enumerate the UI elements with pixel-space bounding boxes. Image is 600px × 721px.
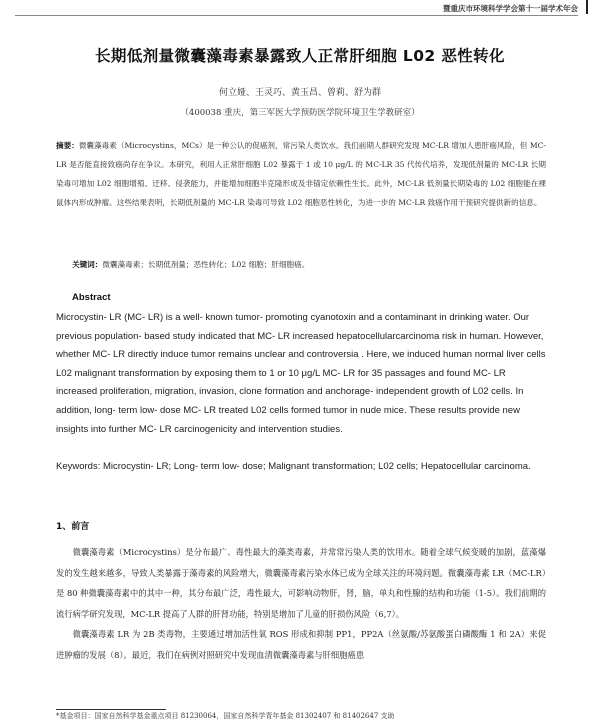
- header-rule: [15, 15, 578, 16]
- paper-title: 长期低剂量微囊藻毒素暴露致人正常肝细胞 L02 恶性转化: [95, 47, 505, 65]
- footnote-rule: [56, 709, 166, 710]
- chinese-keywords-label: 关键词：: [72, 260, 103, 269]
- introduction-paragraph: 微囊藻毒素 LR 为 2B 类毒物，主要通过增加活性氧 ROS 形成和抑制 PP1，PP2A（丝氨酸/苏氨酸蛋白磷酸酶 1 和 2A）来促进肿瘤的发展（8）。最近，我们在病例对照研究中发现血清微囊藻毒素与肝细胞癌患: [56, 629, 546, 660]
- chinese-abstract: [56, 136, 546, 212]
- chinese-abstract-label: 摘要：: [56, 141, 79, 150]
- page-edge-mark: [586, 0, 588, 14]
- chinese-abstract-text: 微囊藻毒素（Microcystins，MCs）是一种公认的促癌剂，常污染人类饮水。我们前期人群研究发现 MC-LR 增加人患肝癌风险，但 MC-LR 是否能直接致癌尚存在争议。本研究，利用人正常肝细胞 L02 暴露于 1 或 10 μg/L 的 MC-LR 35 代传代培养，发现低剂量的 MC-LR 长期染毒可增加 L02 细胞增殖、迁移、侵袭能力，并能增加细胞半克隆形成及非锚定依赖性生长。此外，MC-LR 低剂量长期染毒的 L02 细胞能在裸鼠体内形成肿瘤。这些结果表明，长期低剂量的 MC-LR 染毒可导致 L02 细胞恶性转化，为进一步的 MC-LR 致癌作用干预研究提供新的信息。: [56, 141, 546, 207]
- running-header: 暨重庆市环境科学学会第十一届学术年会: [443, 4, 578, 13]
- footnote: *基金项目：国家自然科学基金重点项目 81230064，国家自然科学青年基金 81302407 和 81402647 支助: [56, 712, 395, 720]
- introduction-paragraph: 微囊藻毒素（Microcystins）是分布最广、毒性最大的藻类毒素，并常常污染人类的饮用水。随着全球气候变暖的加剧，蓝藻爆发的发生越来越多，导致人类暴露于藻毒素的风险增大，微囊藻毒素污染水体已成为全球关注的环境问题。微囊藻毒素 LR（MC-LR）是 80 种微囊藻毒素中的其中一种，其分布最广泛，毒性最大，可影响动物肝，肾，脑，单丸和性腺的结构和功能（1-5）。我们前期的流行病学研究发现，MC-LR 提高了人群的肝肾功能，特别是增加了儿童的肝损伤风险（6,7）。: [56, 547, 546, 619]
- section-heading-introduction: 1、前言: [56, 522, 90, 532]
- chinese-keywords: [72, 259, 542, 270]
- english-abstract-heading: Abstract: [72, 292, 111, 303]
- chinese-keywords-text: 微囊藻毒素；长期低剂量；恶性转化；L02 细胞；肝细胞癌。: [102, 260, 310, 269]
- introduction-body: [56, 542, 546, 665]
- author-list: 何立娅、王灵巧、黄玉昌、曾莉、舒为群: [218, 88, 381, 98]
- english-abstract-text: Microcystin- LR (MC- LR) is a well- known tumor- promoting cyanotoxin and a contaminant in drinking water. Our previous population- based study indicated that MC- LR increased hepatocellularcarcinoma risk in human. However, whether MC- LR directly induce tumor remains unclear and controversia . Here, we induced human normal liver cells L02 malignant transformation by exposing them to 1 or 10 μg/L MC- LR for 35 passages and found MC- LR increased proliferation, migration, invasion, clone formation and anchorage- independent growth of L02 cells. In addition, long- term low- dose MC- LR treated L02 cells formed tumor in nude mice. These results provide new insights into further MC- LR carcinogenicity and intervention studies.: [56, 312, 546, 435]
- affiliation: （400038 重庆，第三军医大学预防医学院环境卫生学教研室）: [180, 108, 420, 118]
- english-keywords: Keywords: Microcystin- LR; Long- term low- dose; Malignant transformation; L02 cells; Hepatocellular carcinoma.: [56, 461, 531, 472]
